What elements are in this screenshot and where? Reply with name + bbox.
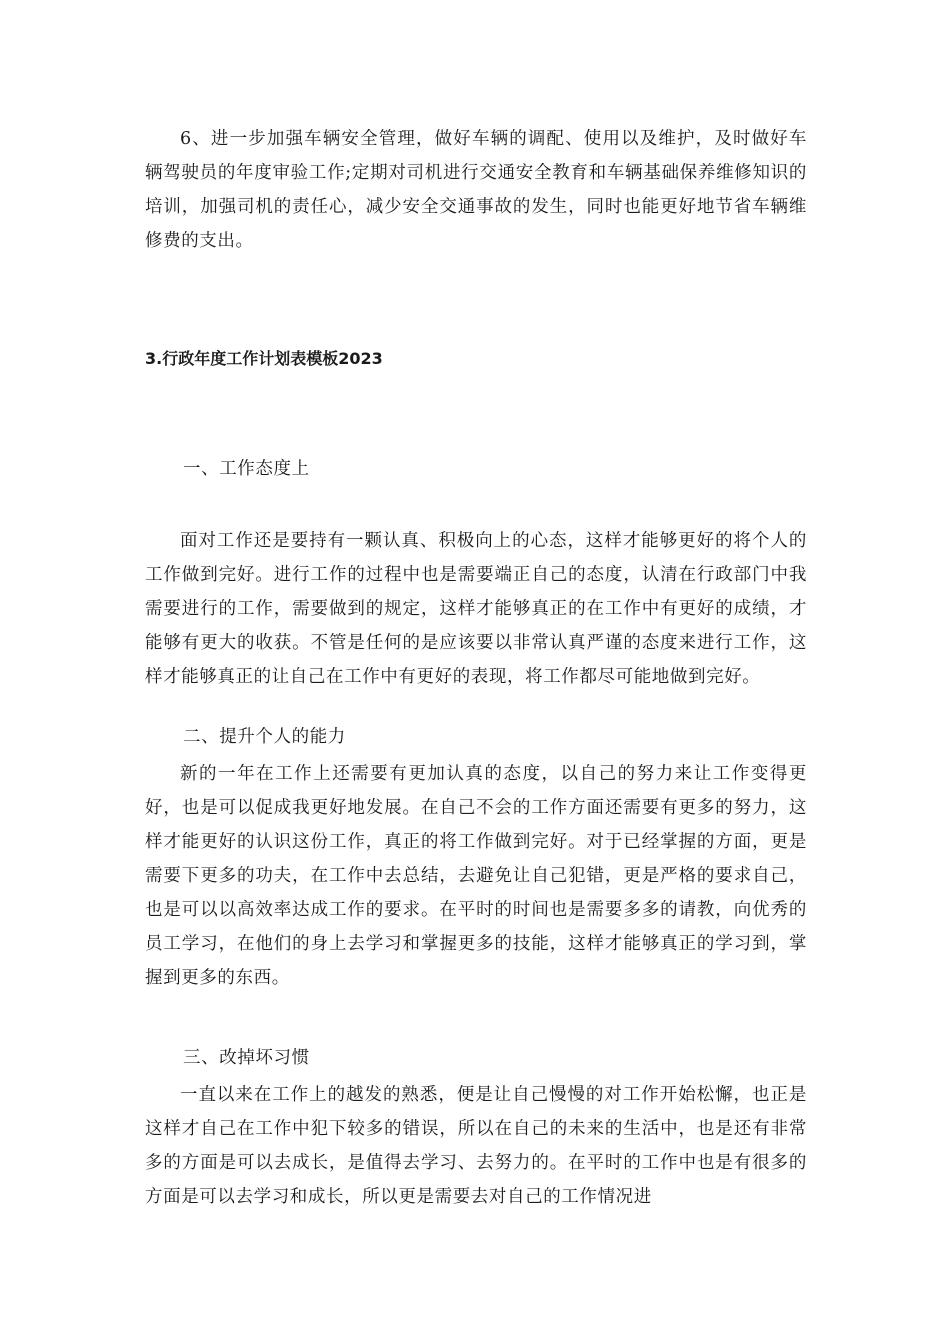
section-title: 3.行政年度工作计划表模板2023 bbox=[145, 349, 383, 368]
part2-body: 新的一年在工作上还需要有更加认真的态度，以自己的努力来让工作变得更好，也是可以促成我更好地发展。在自己不会的工作方面还需要有更多的努力，这样才能更好的认识这份工作，真正的将工作做到完好。对于已经掌握的方面，更是需要下更多的功夫，在工作中去总结，去避免让自己犯错，更是严格的要求自己，也是可以以高效率达成工作的要求。在平时的时间也是需要多多的请教，向优秀的员工学习，在他们的身上去学习和掌握更多的技能，这样才能够真正的学习到，掌握到更多的东西。 bbox=[145, 764, 807, 988]
part3-heading: 三、改掉坏习惯 bbox=[183, 1048, 310, 1068]
part3-body: 一直以来在工作上的越发的熟悉，便是让自己慢慢的对工作开始松懈，也正是这样才自己在工作中犯下较多的错误，所以在自己的未来的生活中，也是还有非常多的方面是可以去成长，是值得去学习、去努力的。在平时的工作中也是有很多的方面是可以去学习和成长，所以更是需要去对自己的工作情况进 bbox=[145, 1085, 807, 1207]
part1-heading: 一、工作态度上 bbox=[183, 459, 310, 479]
part1-body: 面对工作还是要持有一颗认真、积极向上的心态，这样才能够更好的将个人的工作做到完好。进行工作的过程中也是需要端正自己的态度，认清在行政部门中我需要进行的工作，需要做到的规定，这样才能够真正的在工作中有更好的成绩，才能够有更大的收获。不管是任何的是应该要以非常认真严谨的态度来进行工作，这样才能够真正的让自己在工作中有更好的表现，将工作都尽可能地做到完好。 bbox=[145, 531, 807, 687]
item-6-paragraph: 6、进一步加强车辆安全管理，做好车辆的调配、使用以及维护，及时做好车辆驾驶员的年度审验工作;定期对司机进行交通安全教育和车辆基础保养维修知识的培训，加强司机的责任心，减少安全交通事故的发生，同时也能更好地节省车辆维修费的支出。 bbox=[145, 129, 807, 251]
part2-heading: 二、提升个人的能力 bbox=[183, 727, 346, 747]
